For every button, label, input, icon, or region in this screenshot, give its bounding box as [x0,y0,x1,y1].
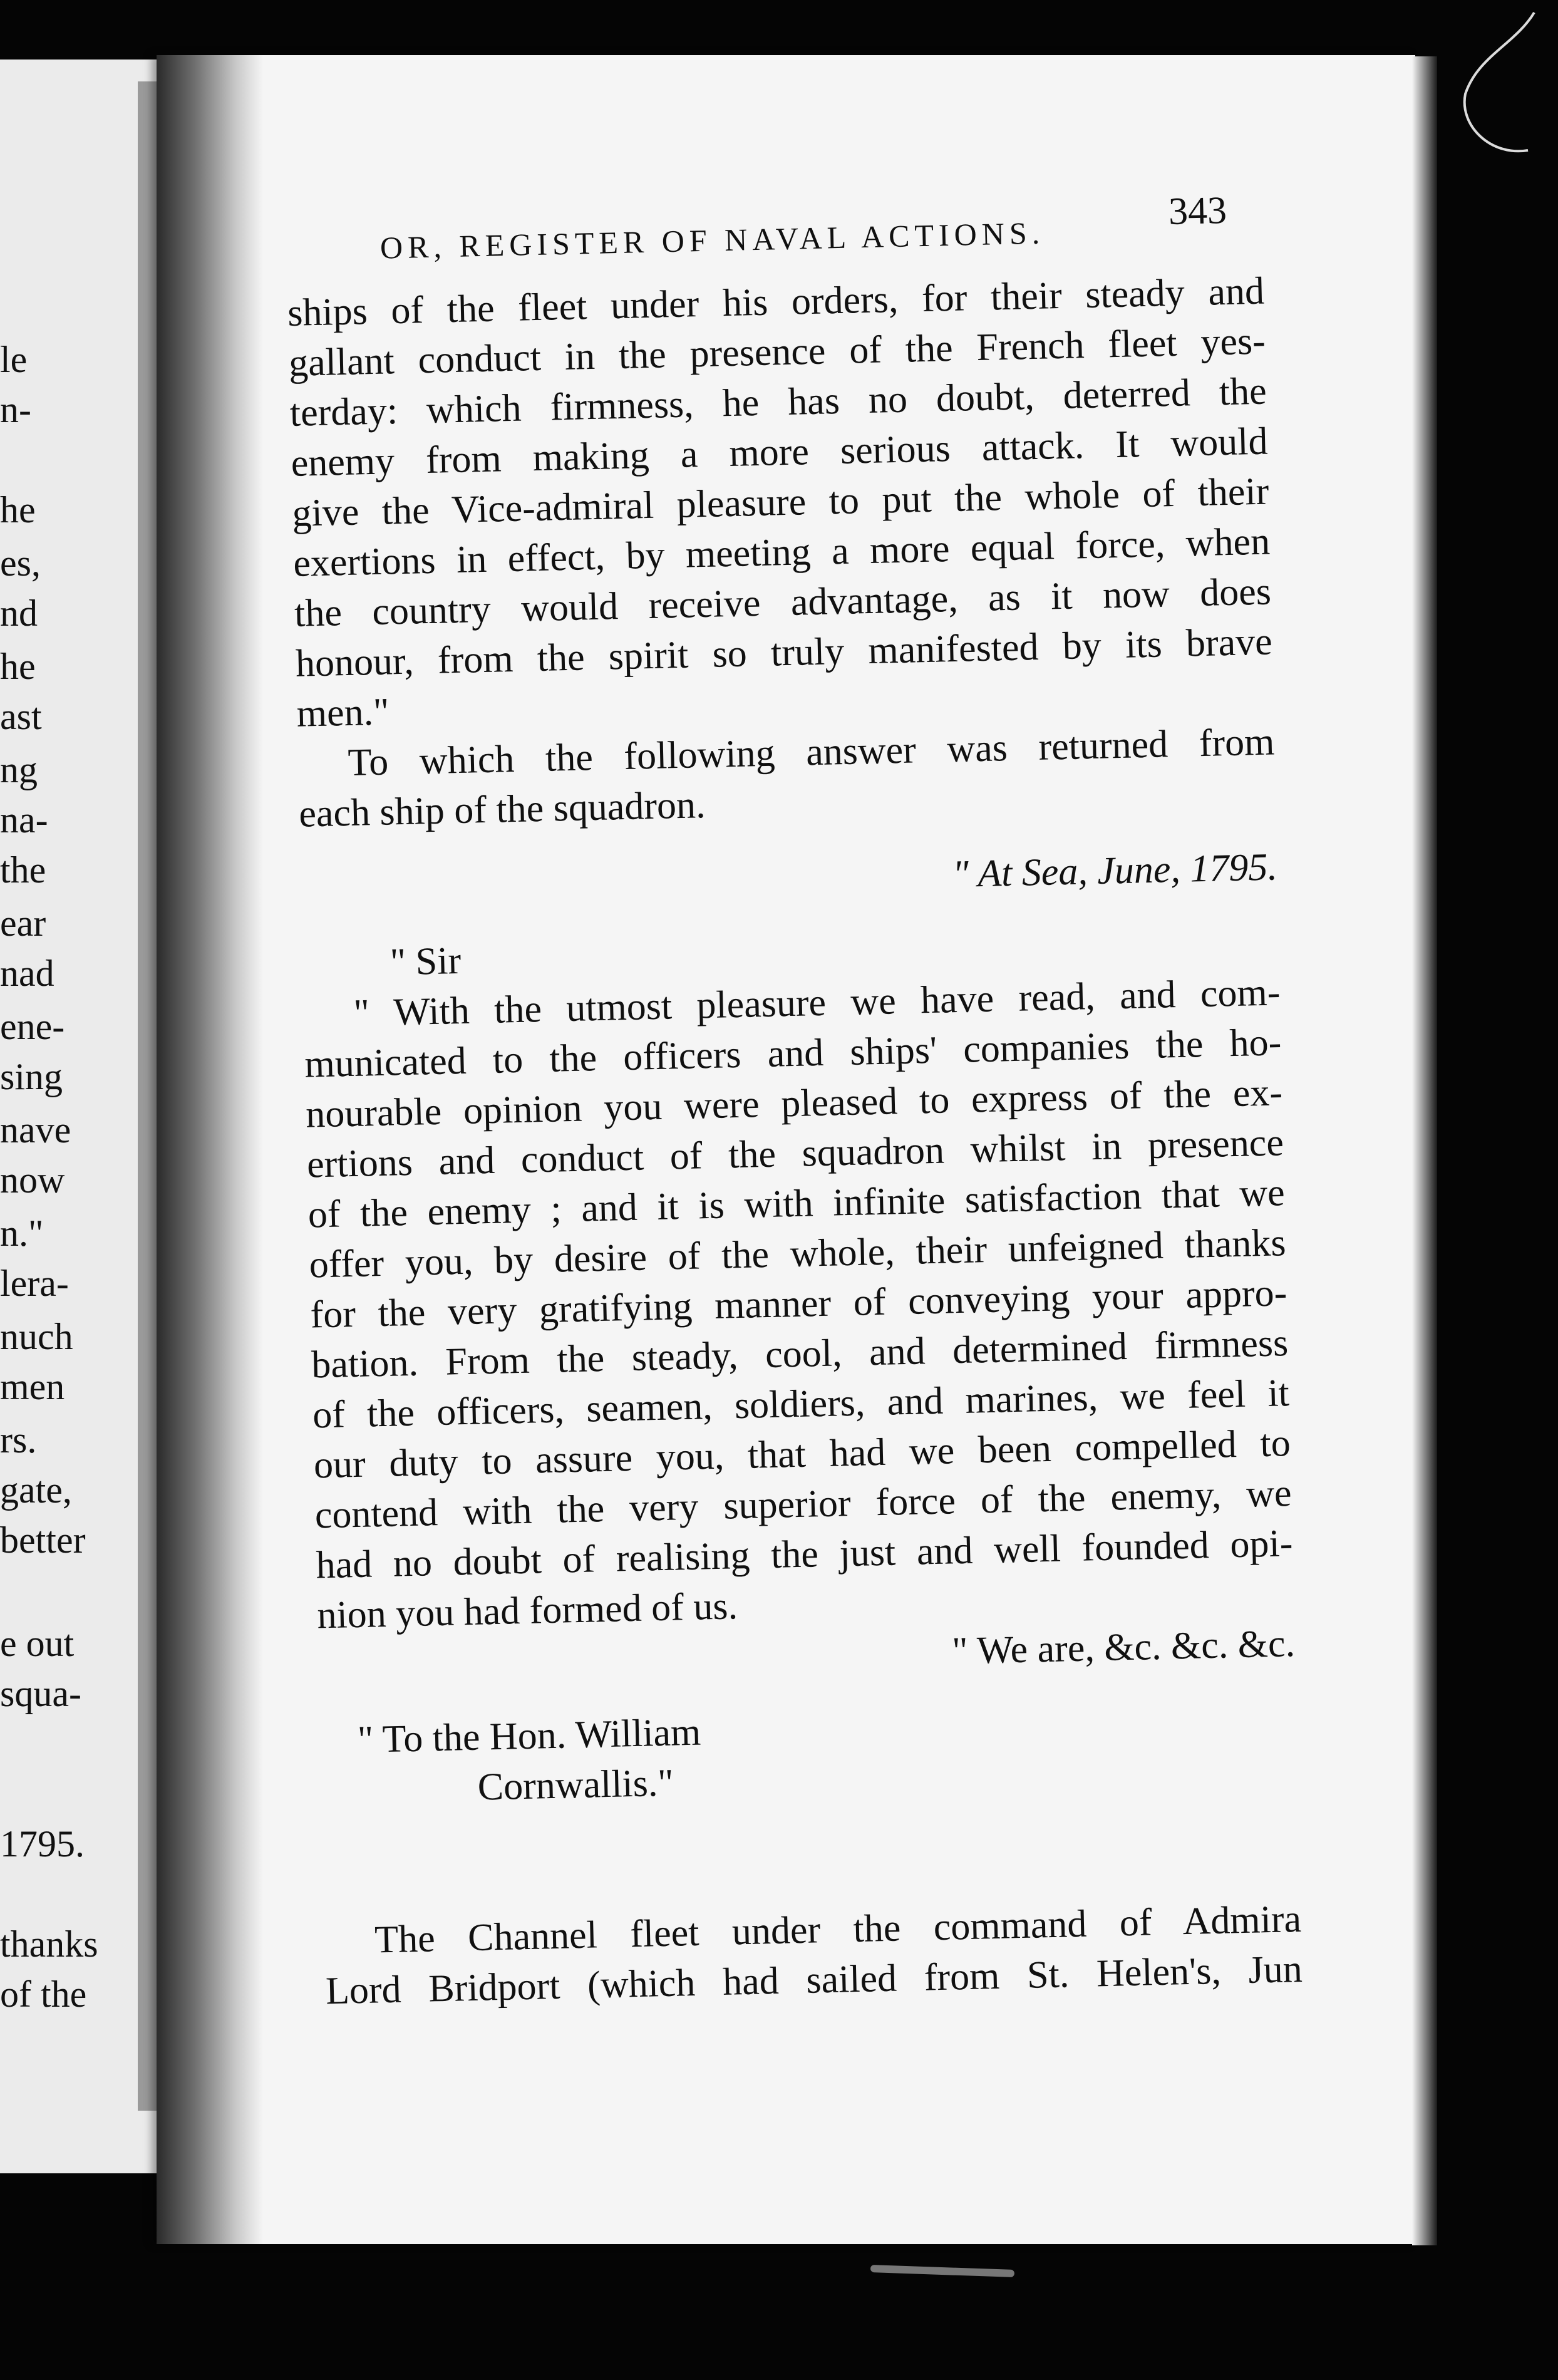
left-fragment: na- [0,799,48,841]
text-line: ertions and conduct of the squadron whilst in presence [306,1121,1284,1186]
left-fragment: gate, [0,1469,72,1511]
text-line: ships of the fleet under his orders, for their steady and [287,269,1265,334]
left-fragment: le [0,339,28,380]
text-line: offer you, by desire of the whole, their unfeigned thanks [309,1221,1287,1286]
text-line: contend with the very superior force of the enemy, we [314,1472,1292,1537]
left-fragment: he [0,646,36,687]
text-line: municated to the officers and ships' companies the ho- [304,1021,1282,1086]
left-fragment: nuch [0,1316,73,1357]
text-line: of the enemy ; and it is with infinite satisfaction that we [307,1171,1286,1236]
letter-salutation: " Sir [390,939,462,984]
left-fragment: es, [0,542,41,584]
text-line: honour, from the spirit so truly manifested by its brave [295,620,1273,685]
text-line: for the very gratifying manner of conveying your appro- [309,1271,1287,1337]
left-fragment: n- [0,389,31,430]
running-head-title: OR, REGISTER OF NAVAL ACTIONS. [379,215,1045,266]
text-line: enemy from making a more serious attack. It would [290,420,1269,485]
text-line: each ship of the squadron. [298,784,706,836]
letter-dateline: " At Sea, June, 1795. [952,846,1278,896]
text-line: exertions in effect, by meeting a more equal force, when [292,520,1271,585]
left-fragment: better [0,1519,86,1561]
left-fragment: ast [0,696,42,737]
letter-closing: " We are, &c. &c. &c. [951,1622,1296,1673]
left-fragment: nave [0,1109,71,1151]
left-fragment: he [0,489,36,530]
left-fragment: rs. [0,1419,37,1461]
left-fragment: 1795. [0,1823,85,1865]
left-fragment: ene- [0,1006,65,1047]
text-line: of the officers, seamen, soldiers, and marines, we feel it [312,1372,1290,1437]
text-line: The Channel fleet under the command of Admira [374,1897,1302,1962]
page-text-block [285,172,1303,2017]
left-fragment: n." [0,1213,44,1254]
left-fragment: sing [0,1056,63,1097]
left-fragment: nd [0,592,38,634]
text-line: To which the following answer was returned from [347,720,1276,784]
left-fragment: nad [0,953,54,994]
text-line: nourable opinion you were pleased to express of the ex- [305,1071,1283,1136]
left-fragment: now [0,1159,65,1201]
text-line: men." [296,690,390,735]
letter-addressee-name: Cornwallis." [477,1761,674,1809]
left-fragment: thanks [0,1923,98,1965]
main-page-gutter-shadow [157,55,263,2244]
text-line: gallant conduct in the presence of the French fleet yes- [288,319,1266,385]
page-number: 343 [1168,189,1227,233]
letter-addressee: " To the Hon. William [357,1710,701,1761]
left-fragment: men [0,1366,65,1407]
left-fragment: e out [0,1623,75,1664]
left-fragment: lera- [0,1263,69,1304]
text-line: the country would receive advantage, as it now does [294,570,1272,635]
left-fragment: ng [0,749,38,790]
text-line: our duty to assure you, that had we been compelled to [313,1422,1291,1487]
left-fragment: squa- [0,1673,81,1714]
scan-smudge [870,2265,1014,2277]
left-fragment: ear [0,903,46,944]
text-line: bation. From the steady, cool, and determined firmness [311,1322,1289,1387]
text-line: Lord Bridport (which had sailed from St. Helen's, Jun [325,1947,1303,2013]
page-corner-curl [1440,6,1547,169]
text-line: give the Vice-admiral pleasure to put the whole of their [291,470,1269,535]
main-page-right-edge [1412,56,1437,2245]
text-line: terday: which firmness, he has no doubt, deterred the [289,370,1267,435]
text-line: had no doubt of realising the just and well founded opi- [315,1522,1294,1587]
text-line: " With the utmost pleasure we have read, and com- [353,971,1281,1035]
text-line: nion you had formed of us. [316,1585,738,1637]
left-fragment: the [0,849,46,891]
left-fragment: of the [0,1974,87,2015]
